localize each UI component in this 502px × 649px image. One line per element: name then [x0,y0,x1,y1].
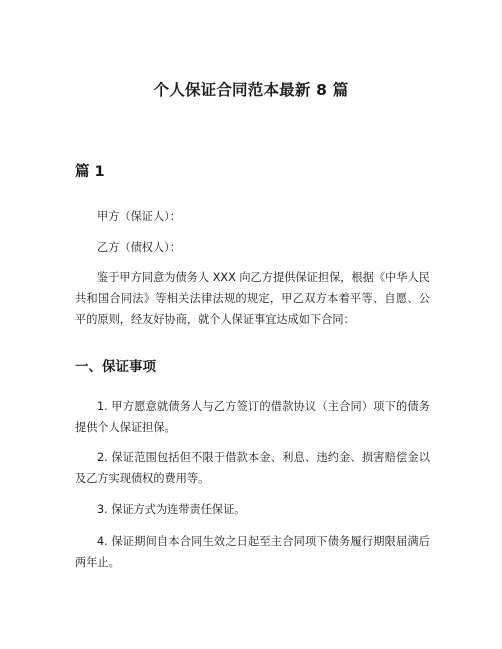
party-a-line: 甲方（保证人）： [97,210,181,223]
party-b-line: 乙方（债权人）： [97,241,181,254]
clause-3: 3. 保证方式为连带责任保证。 [97,503,246,516]
clause-2: 2. 保证范围包括但不限于借款本金、利息、违约金、损害赔偿金以及乙方实现债权的费用等。 [75,451,430,485]
intro-paragraph: 鉴于甲方同意为债务人 XXX 向乙方提供保证担保，根据《中华人民共和国合同法》等相关法律法规的规定，甲乙双方本着平等、自愿、公平的原则，经友好协商，就个人保证事宜达成如下合同： [75,271,430,326]
chapter-heading: 篇 1 [75,164,105,180]
clause-1: 1. 甲方愿意就债务人与乙方签订的借款协议（主合同）项下的债务提供个人保证担保。 [75,400,430,434]
section-heading: 一、保证事项 [75,359,156,375]
clause-4: 4. 保证期间自本合同生效之日起至主合同项下债务履行期限届满后两年止。 [75,535,430,569]
document-title: 个人保证合同范本最新 8 篇 [153,81,349,99]
